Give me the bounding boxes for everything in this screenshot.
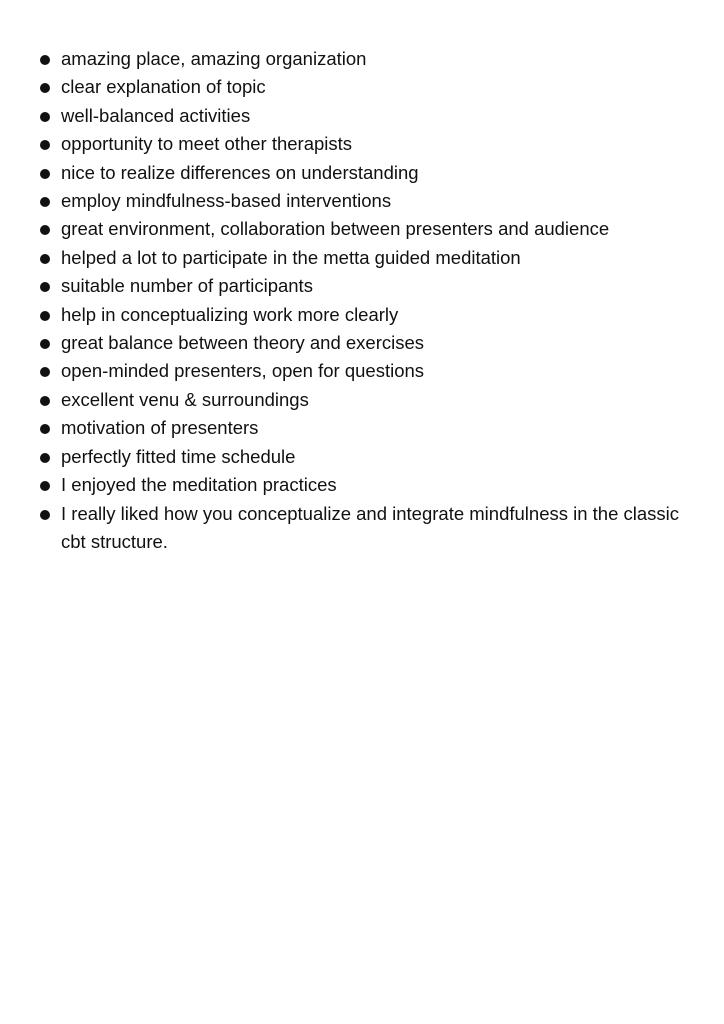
bullet-icon xyxy=(40,282,50,292)
list-item xyxy=(40,73,690,101)
list-item-text: well-balanced activities xyxy=(61,104,251,126)
list-item-text: great balance between theory and exercises xyxy=(61,332,425,354)
list-item-text: suitable number of participants xyxy=(61,275,313,297)
bullet-icon xyxy=(40,169,50,179)
bullet-icon xyxy=(40,225,50,235)
feedback-list xyxy=(40,45,690,556)
list-item xyxy=(40,386,690,414)
bullet-icon xyxy=(40,197,50,207)
list-item xyxy=(40,102,690,130)
bullet-icon xyxy=(40,112,50,122)
list-item-text: open-minded presenters, open for questions xyxy=(61,360,425,382)
bullet-icon xyxy=(40,339,50,349)
list-item xyxy=(40,357,690,385)
bullet-icon xyxy=(40,510,50,520)
list-item-text: perfectly fitted time schedule xyxy=(61,445,296,467)
list-item xyxy=(40,187,690,215)
list-item-text: clear explanation of topic xyxy=(61,76,266,98)
bullet-icon xyxy=(40,453,50,463)
list-item-text: helped a lot to participate in the metta guided meditation xyxy=(61,246,521,268)
list-item xyxy=(40,272,690,300)
list-item xyxy=(40,301,690,329)
list-item xyxy=(40,500,690,557)
list-item xyxy=(40,45,690,73)
list-item xyxy=(40,159,690,187)
bullet-icon xyxy=(40,254,50,264)
list-item-text: motivation of presenters xyxy=(61,417,259,439)
list-item xyxy=(40,329,690,357)
list-item xyxy=(40,130,690,158)
list-item-text: I really liked how you conceptualize and integrate mindfulness in the classic cbt structure. xyxy=(61,502,680,552)
list-item-text: amazing place, amazing organization xyxy=(61,48,367,69)
list-item-text: help in conceptualizing work more clearly xyxy=(61,303,399,325)
list-item xyxy=(40,414,690,442)
bullet-icon xyxy=(40,55,50,65)
bullet-icon xyxy=(40,367,50,377)
list-item-text: employ mindfulness-based interventions xyxy=(61,190,392,212)
list-item xyxy=(40,244,690,272)
list-item xyxy=(40,215,690,243)
bullet-icon xyxy=(40,396,50,406)
list-item-text: nice to realize differences on understanding xyxy=(61,161,419,183)
bullet-icon xyxy=(40,140,50,150)
list-item-text: excellent venu & surroundings xyxy=(61,388,309,410)
list-item-text: opportunity to meet other therapists xyxy=(61,133,353,155)
bullet-icon xyxy=(40,481,50,491)
list-item-text: I enjoyed the meditation practices xyxy=(61,474,337,496)
bullet-icon xyxy=(40,83,50,93)
list-item-text: great environment, collaboration between presenters and audience xyxy=(61,218,610,240)
bullet-icon xyxy=(40,311,50,321)
list-item xyxy=(40,471,690,499)
bullet-icon xyxy=(40,424,50,434)
list-item xyxy=(40,443,690,471)
